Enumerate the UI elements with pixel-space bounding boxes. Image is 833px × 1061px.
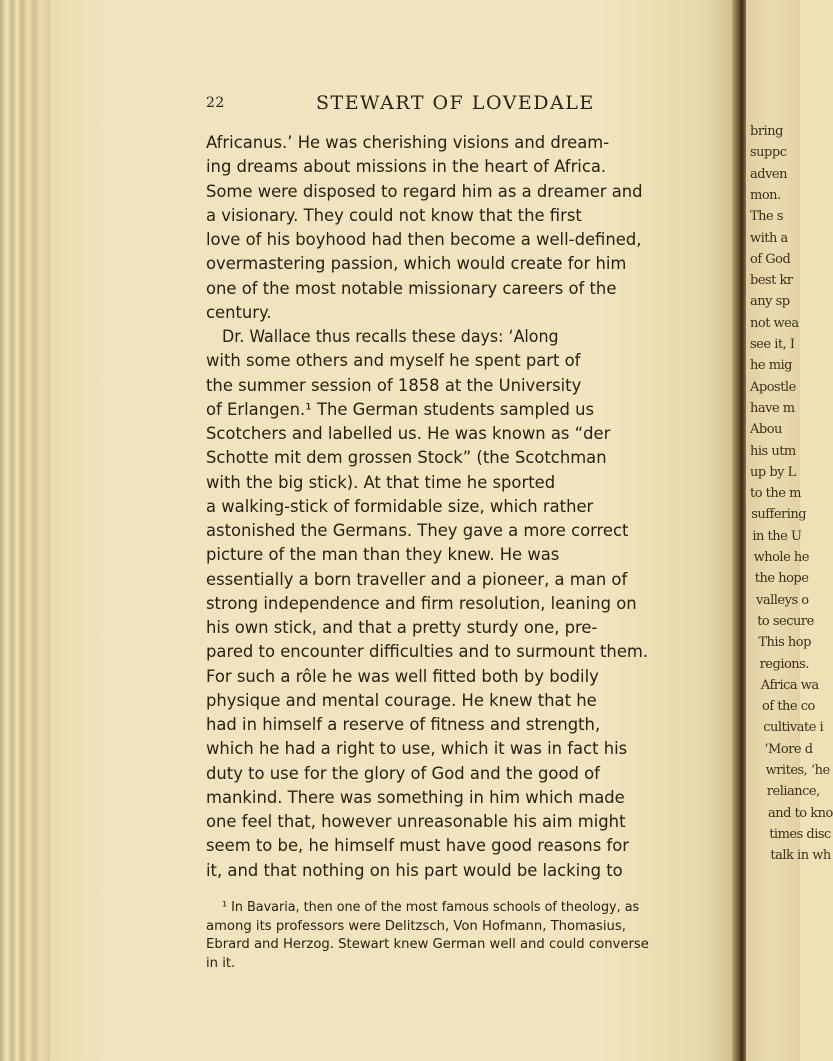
book-gutter [732, 0, 746, 1061]
text-line: a visionary. They could not know that the first [206, 205, 582, 225]
facing-page-line: to secure [757, 613, 814, 629]
text-line: astonished the Germans. They gave a more correct [206, 521, 629, 540]
facing-page-line: his utm [750, 443, 796, 459]
facing-page-fragment [746, 0, 833, 1061]
facing-page-line: suppc [750, 145, 787, 161]
facing-page-line: of God [750, 251, 791, 267]
text-line: physique and mental courage. He knew that he [206, 690, 597, 710]
text-line: one feel that, however unreasonable his aim might [206, 812, 626, 831]
text-line: love of his boyhood had then become a well-defined, [206, 230, 642, 249]
text-line: Scotchers and labelled us. He was known as “der [206, 424, 611, 443]
facing-page-line: Abou [750, 422, 782, 438]
running-head: STEWART OF LOVEDALE [316, 92, 595, 114]
text-line: of Erlangen.¹ The German students sampled us [206, 399, 595, 419]
facing-page-line: see it, I [750, 337, 795, 352]
facing-page-line: suffering [751, 507, 807, 523]
facing-page-line: to the m [750, 486, 801, 502]
facing-page-line: he mig [750, 358, 793, 374]
footnote-line: in it. [206, 955, 236, 971]
facing-page-line: This hop [758, 635, 811, 651]
facing-page-line: talk in wh [770, 848, 831, 864]
facing-page-line: of the co [762, 699, 815, 715]
page-number: 22 [206, 95, 225, 111]
facing-page-line: whole he [753, 550, 809, 565]
facing-page-line: valleys o [756, 592, 809, 608]
footnote-line: ¹ In Bavaria, then one of the most famous schools of theology, as [222, 900, 640, 915]
facing-page-line: any sp [750, 294, 790, 310]
text-line: the summer session of 1858 at the University [206, 375, 582, 395]
facing-page-line: Apostle [750, 379, 796, 395]
facing-page-line: the hope [754, 571, 809, 587]
text-line: a walking-stick of formidable size, which rather [206, 496, 594, 516]
footnote-line: among its professors were Delitzsch, Von Hofmann, Thomasius, [206, 918, 626, 934]
facing-page-line: ‘More d [764, 741, 813, 757]
text-line: Dr. Wallace thus recalls these days: ‘Along [222, 327, 559, 346]
text-line: with some others and myself he spent part of [206, 351, 581, 371]
facing-page-line: The s [750, 209, 784, 225]
text-line: For such a rôle he was well fitted both by bodily [206, 666, 599, 686]
text-line: one of the most notable missionary careers of the [206, 278, 617, 298]
facing-page-line: times disc [769, 826, 831, 842]
facing-page-line: adven [750, 166, 787, 182]
facing-page-line: have m [750, 400, 795, 416]
text-line: with the big stick). At that time he sported [206, 472, 556, 492]
facing-page-line: Africa wa [760, 677, 819, 693]
text-line: strong independence and firm resolution, leaning on [206, 593, 637, 613]
text-line: ing dreams about missions in the heart of Africa. [206, 157, 607, 177]
text-line: picture of the man than they knew. He was [206, 545, 560, 565]
facing-page-line: regions. [759, 656, 809, 672]
page-header [0, 92, 800, 119]
facing-page-line: not wea [750, 315, 799, 331]
text-line: duty to use for the glory of God and the good of [206, 763, 600, 783]
text-line: overmastering passion, which would create for him [206, 254, 627, 274]
facing-page-line: writes, ‘he [765, 763, 830, 778]
facing-page-line: reliance, [766, 784, 820, 800]
text-line: seem to be, he himself must have good reasons for [206, 836, 629, 856]
text-line: his own stick, and that a pretty sturdy one, pre- [206, 618, 598, 637]
text-line: Africanus.’ He was cherishing visions and dream- [206, 133, 610, 152]
facing-page-line: up by L [750, 464, 796, 480]
text-line: Some were disposed to regard him as a dreamer and [206, 181, 643, 201]
facing-page-line: with a [750, 230, 788, 246]
facing-page-line: mon. [750, 187, 781, 203]
text-line: essentially a born traveller and a pioneer, a man of [206, 569, 628, 589]
text-line: had in himself a reserve of fitness and strength, [206, 715, 601, 734]
text-line: which he had a right to use, which it was in fact his [206, 739, 628, 759]
facing-page-line: cultivate i [763, 720, 824, 736]
footnote-line: Ebrard and Herzog. Stewart knew German well and could converse [206, 937, 649, 952]
facing-page-line: bring [750, 124, 783, 139]
facing-page-line: in the U [752, 528, 802, 544]
text-line: pared to encounter difficulties and to surmount them. [206, 642, 649, 662]
text-line: Schotte mit dem grossen Stock” (the Scotchman [206, 448, 607, 468]
book-left-page-edges [0, 0, 50, 1061]
text-line: mankind. There was something in him which made [206, 787, 625, 807]
facing-page-line: best kr [750, 273, 793, 289]
facing-page-line: and to kno [768, 805, 833, 821]
text-line: century. [206, 302, 272, 322]
text-line: it, and that nothing on his part would be lacking to [206, 860, 623, 880]
